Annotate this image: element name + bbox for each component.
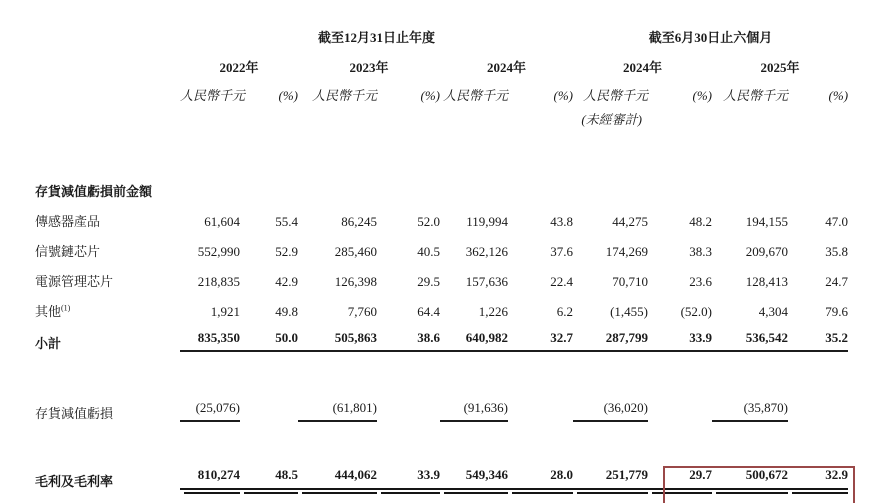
cell-value: 285,460 [334,244,377,259]
period-group-annual: 截至12月31日止年度 [318,30,436,45]
cell-value: 61,604 [204,214,240,229]
cell-value: 52.0 [417,214,440,229]
percent-label: (%) [278,88,298,103]
cell-value: 55.4 [275,214,298,229]
cell-value: 500,672 [712,467,788,490]
cell-value: (61,801) [298,400,377,422]
spacer-row [33,128,848,174]
cell-value: 157,636 [465,274,508,289]
cell-value: 6.2 [556,304,574,319]
table-row [33,104,848,128]
cell-value: 64.4 [417,304,440,319]
cell-value: 549,346 [440,467,508,490]
percent-label: (%) [828,88,849,103]
cell-value: 24.7 [825,274,849,289]
cell-value: 119,994 [466,214,508,229]
cell-value: (91,636) [440,400,508,422]
cell-value: 505,863 [298,330,377,352]
cell-value: 29.7 [648,467,712,490]
cell-value: 23.6 [689,274,713,289]
cell-value: 536,542 [712,330,788,352]
cell-value: 33.9 [377,467,440,490]
cell-value: 126,398 [334,274,377,289]
cell-value: (1,455) [610,304,649,319]
table-row-section-pre-impairment [33,174,848,200]
year-header-2022: 2022年 [219,60,259,75]
cell-value: 79.6 [825,304,849,319]
cell-value: 209,670 [745,244,789,259]
table-row-subtotal [33,320,848,352]
period-group-six-months: 截至6月30日止六個月 [648,30,773,45]
cell-value: 28.0 [508,467,573,490]
table-row [33,20,848,46]
cell-value: 43.8 [550,214,574,229]
cell-value: (52.0) [680,304,713,319]
cell-value: 44,275 [612,214,649,229]
cell-value: (36,020) [573,400,648,422]
row-label: 信號鏈芯片 [35,244,101,259]
percent-label: (%) [692,88,713,103]
cell-value: 35.8 [825,244,849,259]
cell-value: 128,413 [745,274,789,289]
year-header-2024-interim: 2024年 [623,60,663,75]
cell-value: 70,710 [612,274,649,289]
table-row-gross-profit-margin [33,460,848,490]
row-label: 傳感器產品 [35,214,101,229]
year-header-2023: 2023年 [349,60,389,75]
cell-value: 7,760 [347,304,377,319]
row-label: 存貨減值虧損 [35,406,114,421]
footnote-marker: (1) [61,303,71,313]
table-row-others [33,290,848,320]
unit-label: 人民幣千元 [180,88,246,103]
year-header-2024: 2024年 [487,60,527,75]
cell-value: 35.2 [788,330,848,352]
unit-label: 人民幣千元 [723,88,789,103]
cell-value: 287,799 [573,330,648,352]
table-row-power-management-chips [33,260,848,290]
table-row [33,76,848,104]
table-row [33,46,848,76]
cell-value: 47.0 [825,214,849,229]
cell-value: 1,921 [210,304,240,319]
cell-value: 444,062 [298,467,377,490]
unit-label: 人民幣千元 [311,88,377,103]
cell-value: 362,126 [465,244,508,259]
cell-value: 32.9 [788,467,848,490]
unit-label: 人民幣千元 [583,88,649,103]
cell-value: 38.3 [689,244,713,259]
percent-label: (%) [420,88,440,103]
cell-value: 251,779 [573,467,648,490]
cell-value: 32.7 [508,330,573,352]
row-label: 存貨減值虧損前金額 [35,184,153,199]
cell-value: 42.9 [275,274,298,289]
cell-value: 1,226 [478,304,508,319]
cell-value: 33.9 [648,330,712,352]
row-label: 其他 [35,304,62,319]
cell-value: 48.5 [240,467,298,490]
cell-value: 810,274 [180,467,240,490]
unaudited-note: (未經審計) [581,112,643,127]
cell-value: 48.2 [689,214,713,229]
cell-value: 552,990 [197,244,240,259]
cell-value: 52.9 [275,244,298,259]
cell-value: 4,304 [758,304,789,319]
cell-value: (35,870) [712,400,788,422]
cell-value: 40.5 [417,244,440,259]
cell-value: 22.4 [550,274,574,289]
spacer-row [33,352,848,394]
table-row-sensor-products [33,200,848,230]
cell-value: 86,245 [341,214,377,229]
financial-table [33,20,848,490]
row-label: 小計 [35,336,62,351]
spacer-row [33,422,848,460]
cell-value: 640,982 [440,330,508,352]
cell-value: 835,350 [180,330,240,352]
cell-value: 218,835 [197,274,240,289]
year-header-2025: 2025年 [760,60,800,75]
table-row-inventory-impairment [33,394,848,422]
row-label: 毛利及毛利率 [35,474,114,489]
table-row-signal-chain-chips [33,230,848,260]
cell-value: 37.6 [550,244,574,259]
cell-value: 194,155 [745,214,789,229]
cell-value: 49.8 [275,304,298,319]
cell-value: 50.0 [240,330,298,352]
cell-value: (25,076) [180,400,240,422]
cell-value: 29.5 [417,274,440,289]
percent-label: (%) [553,88,574,103]
row-label: 電源管理芯片 [35,274,114,289]
cell-value: 174,269 [605,244,649,259]
unit-label: 人民幣千元 [442,88,508,103]
cell-value: 38.6 [377,330,440,352]
